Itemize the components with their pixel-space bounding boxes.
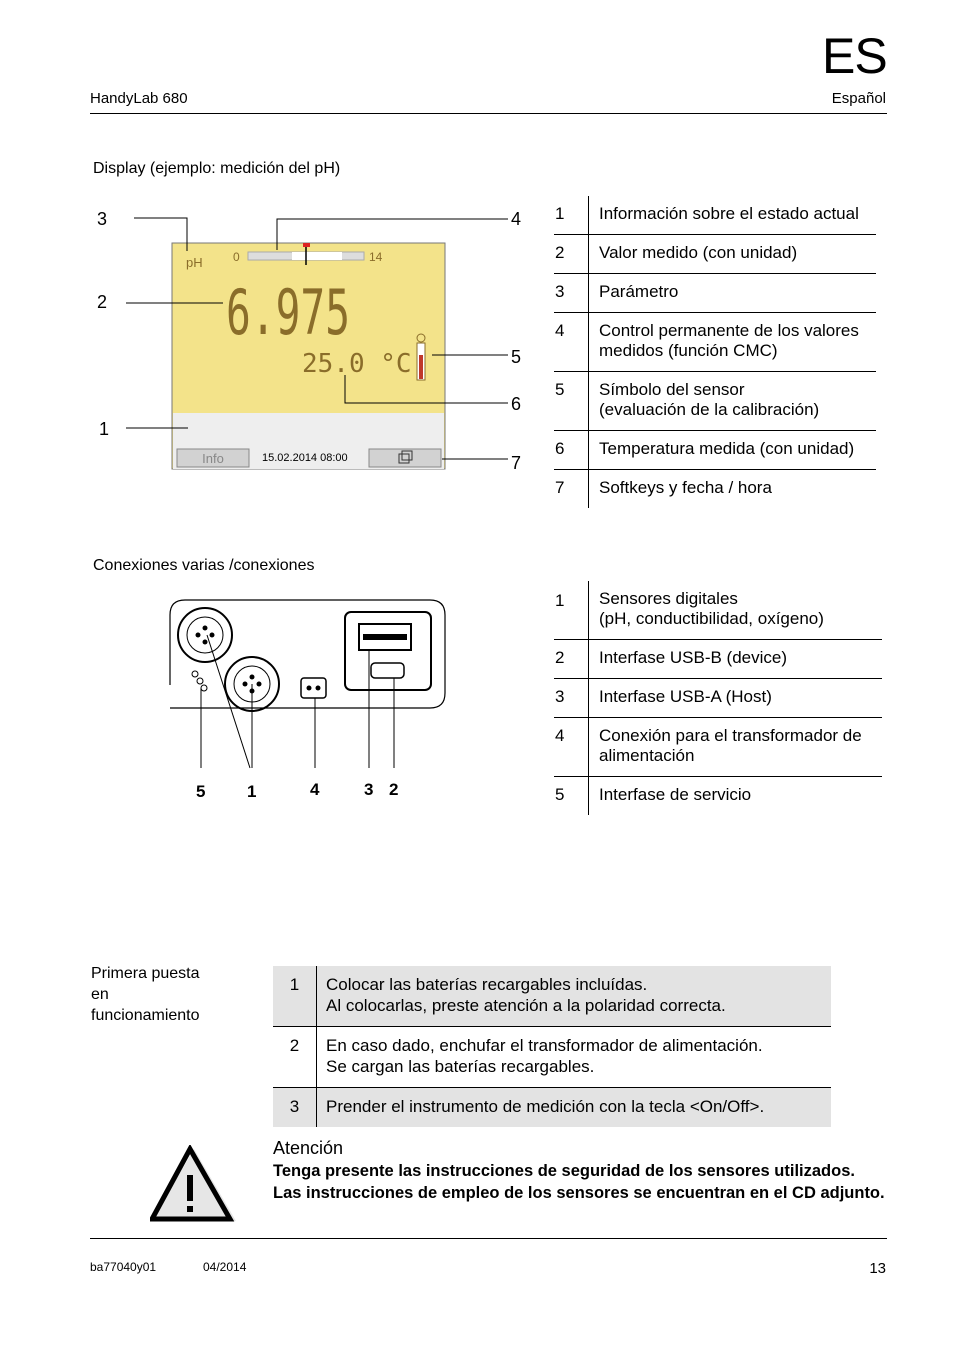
- display-diagram: [90, 195, 540, 485]
- doc-id: ba77040y01: [90, 1260, 157, 1274]
- callout-2: 2: [97, 292, 108, 312]
- device-housing: [170, 600, 445, 708]
- conn-callout-2: 2: [389, 780, 399, 799]
- callout-lines: [201, 635, 394, 768]
- header-rule: [90, 113, 887, 114]
- legend-row: 1 Información sobre el estado actual: [554, 196, 876, 235]
- display-datetime: 15.02.2014 08:00: [262, 452, 348, 464]
- sensor-socket: [178, 608, 232, 662]
- legend-row: 6 Temperatura medida (con unidad): [554, 431, 876, 470]
- step-row: 3 Prender el instrumento de medición con la tecla <On/Off>.: [273, 1088, 831, 1128]
- legend-row: 5 Interfase de servicio: [554, 777, 882, 816]
- caution-title: Atención: [273, 1138, 344, 1158]
- legend-row: 4 Control permanente de los valores medidos (función CMC): [554, 313, 876, 372]
- conn-callout-5: 5: [196, 782, 206, 801]
- connections-diagram: [160, 590, 460, 805]
- scale-max: 14: [369, 250, 383, 264]
- power-jack: [301, 678, 326, 698]
- scale-min: 0: [233, 250, 240, 264]
- key-on-off: <On/Off>: [689, 1097, 760, 1116]
- usb-b-port: [371, 663, 404, 678]
- callout-6: 6: [511, 394, 522, 414]
- conn-callout-1: 1: [247, 782, 257, 801]
- warning-icon: [150, 1145, 240, 1225]
- legend-row: 4 Conexión para el transformador de alimentación: [554, 718, 882, 777]
- product-name: HandyLab 680: [90, 90, 188, 107]
- conn-callout-3: 3: [364, 780, 374, 799]
- step-row: 1 Colocar las baterías recargables incluídas. Al colocarlas, preste atención a la polaridad correcta.: [273, 966, 831, 1027]
- display-legend: [554, 196, 876, 508]
- service-port: [192, 671, 198, 677]
- display-value: 6.975: [226, 276, 350, 349]
- display-parameter: pH: [186, 255, 203, 270]
- connections-section-title: Conexiones varias /conexiones: [93, 557, 315, 574]
- legend-row: 5 Símbolo del sensor (evaluación de la calibración): [554, 372, 876, 431]
- softkey-info-label: Info: [202, 451, 224, 466]
- callout-5: 5: [511, 347, 522, 367]
- callout-1: 1: [99, 419, 110, 439]
- legend-row: 3 Parámetro: [554, 274, 876, 313]
- legend-row: 2 Valor medido (con unidad): [554, 235, 876, 274]
- legend-row: 2 Interfase USB-B (device): [554, 640, 882, 679]
- callout-7: 7: [511, 453, 522, 473]
- footer-rule: [90, 1238, 887, 1239]
- legend-row: 7 Softkeys y fecha / hora: [554, 470, 876, 509]
- display-info-area: [173, 413, 444, 451]
- callout-3: 3: [97, 209, 108, 229]
- conn-callout-4: 4: [310, 780, 320, 799]
- caution-text: Tenga presente las instrucciones de seguridad de los sensores utilizados. Las instrucciones de empleo de los sensores se encuentran en el CD adjunto.: [273, 1162, 885, 1202]
- display-temperature: 25.0 °C: [302, 349, 412, 379]
- header-language: Español: [831, 90, 886, 107]
- connections-legend: [554, 581, 882, 815]
- softkey-right: [369, 449, 441, 467]
- legend-row: 3 Interfase USB-A (Host): [554, 679, 882, 718]
- startup-steps: [273, 966, 831, 1127]
- page-number: 13: [869, 1260, 886, 1277]
- callout-4: 4: [511, 209, 522, 229]
- doc-date: 04/2014: [203, 1260, 247, 1274]
- legend-row: 1 Sensores digitales (pH, conductibilidad, oxígeno): [554, 581, 882, 640]
- language-code: ES: [822, 28, 887, 84]
- startup-section-title: Primera puesta en funcionamiento: [91, 965, 200, 1024]
- step-row: 2 En caso dado, enchufar el transformador de alimentación. Se cargan las baterías recargables.: [273, 1027, 831, 1088]
- display-section-title: Display (ejemplo: medición del pH): [93, 160, 341, 177]
